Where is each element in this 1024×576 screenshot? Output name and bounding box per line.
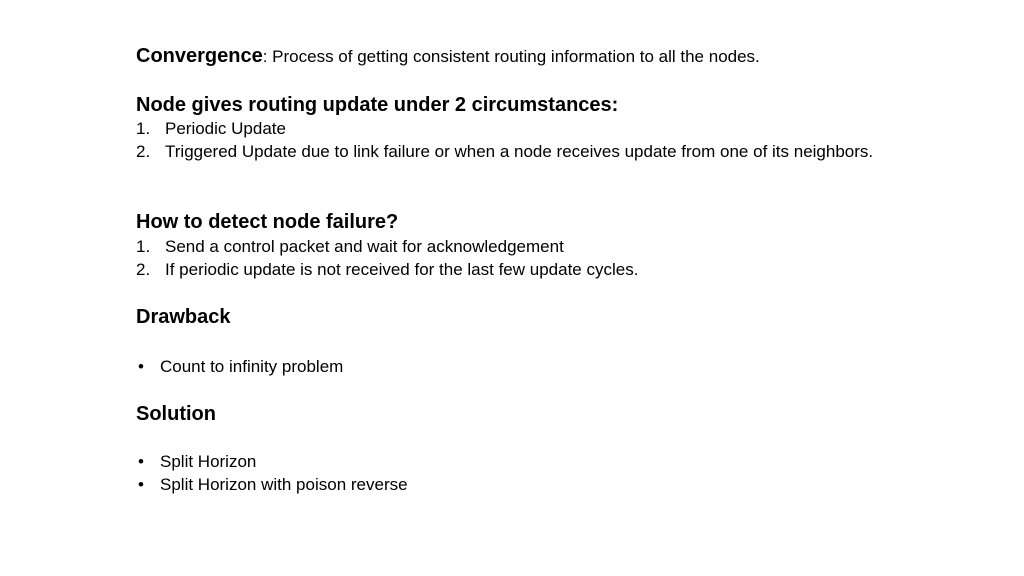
convergence-definition: : Process of getting consistent routing information to all the nodes. <box>262 47 760 66</box>
list-item-text: If periodic update is not received for the last few update cycles. <box>165 260 639 279</box>
list-item <box>136 355 876 378</box>
slide-content <box>136 0 896 576</box>
list-item-text: Split Horizon with poison reverse <box>160 475 408 494</box>
list-item <box>136 117 876 140</box>
list-item-text: Triggered Update due to link failure or when a node receives update from one of its neighbors. <box>165 142 874 161</box>
list-number: 1. <box>136 237 151 256</box>
convergence-line <box>136 44 760 68</box>
detect-failure-heading: How to detect node failure? <box>136 211 399 233</box>
list-number: 2. <box>136 260 151 279</box>
list-item-text: Periodic Update <box>165 119 286 138</box>
bullet-marker: • <box>138 452 144 471</box>
list-number: 2. <box>136 142 151 161</box>
list-item-text: Split Horizon <box>160 452 257 471</box>
routing-update-heading: Node gives routing update under 2 circumstances: <box>136 94 619 116</box>
list-item-text: Send a control packet and wait for acknowledgement <box>165 237 564 256</box>
list-number: 1. <box>136 119 151 138</box>
solution-heading: Solution <box>136 403 216 425</box>
drawback-list <box>136 355 876 378</box>
detect-failure-list <box>136 235 876 281</box>
convergence-term: Convergence <box>136 45 263 67</box>
list-item-text: Count to infinity problem <box>160 357 344 376</box>
list-item <box>136 258 876 281</box>
drawback-heading: Drawback <box>136 306 231 328</box>
routing-update-list <box>136 117 876 163</box>
list-item <box>136 450 876 473</box>
list-item <box>136 235 876 258</box>
list-item <box>136 473 876 496</box>
bullet-marker: • <box>138 357 144 376</box>
list-item <box>136 140 876 163</box>
bullet-marker: • <box>138 475 144 494</box>
solution-list <box>136 450 876 496</box>
